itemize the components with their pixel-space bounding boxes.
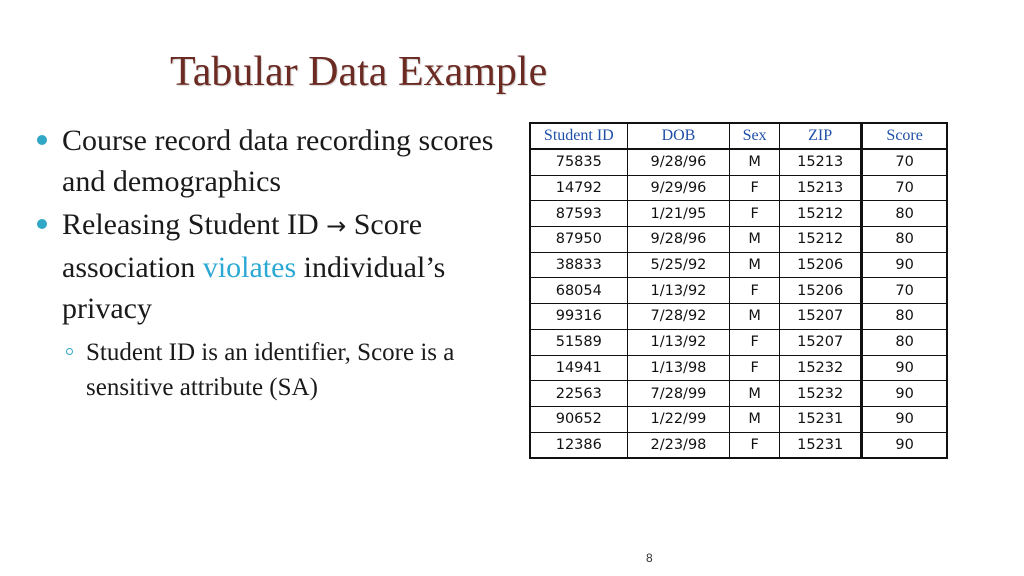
- table-cell: 80: [862, 304, 947, 330]
- bullet-text-post: Score association: [62, 208, 423, 284]
- table-row: [530, 381, 947, 407]
- table-cell: 51589: [530, 329, 627, 355]
- table-cell: 2/23/98: [627, 432, 730, 458]
- table-cell: 90: [862, 406, 947, 432]
- bullet-item: [36, 204, 506, 329]
- table-cell: F: [730, 278, 780, 304]
- table-cell: 15212: [780, 227, 862, 253]
- table-cell: 15212: [780, 201, 862, 227]
- table-cell: 9/28/96: [627, 227, 730, 253]
- bullet-dot-icon: [37, 135, 47, 145]
- table-row: [530, 432, 947, 458]
- table-cell: F: [730, 355, 780, 381]
- table-cell: M: [730, 406, 780, 432]
- column-header: ZIP: [780, 123, 862, 149]
- table-cell: 7/28/92: [627, 304, 730, 330]
- table-cell: 99316: [530, 304, 627, 330]
- table-row: [530, 252, 947, 278]
- sub-bullet-text: Student ID is an identifier, Score is a sensitive attribute (SA): [86, 339, 455, 401]
- table-cell: 87593: [530, 201, 627, 227]
- table-row: [530, 175, 947, 201]
- table-cell: 15206: [780, 278, 862, 304]
- table-body: [530, 149, 947, 458]
- table-cell: 1/21/95: [627, 201, 730, 227]
- right-arrow-icon: →: [326, 212, 347, 240]
- table-cell: 12386: [530, 432, 627, 458]
- table-cell: 70: [862, 278, 947, 304]
- table-cell: F: [730, 432, 780, 458]
- bullet-text-tail: individual’s privacy: [62, 251, 446, 325]
- table-cell: 90652: [530, 406, 627, 432]
- table-cell: 80: [862, 227, 947, 253]
- column-header: Score: [862, 123, 947, 149]
- table-cell: 1/13/92: [627, 329, 730, 355]
- table-row: [530, 149, 947, 175]
- sub-bullet-ring-icon: [66, 348, 73, 355]
- table-cell: 80: [862, 329, 947, 355]
- table-cell: 14941: [530, 355, 627, 381]
- table-cell: 90: [862, 355, 947, 381]
- table-cell: 7/28/99: [627, 381, 730, 407]
- table-cell: 15232: [780, 381, 862, 407]
- table-cell: 15213: [780, 149, 862, 175]
- table-row: [530, 278, 947, 304]
- table-row: [530, 227, 947, 253]
- table-cell: 15231: [780, 432, 862, 458]
- bullet-list: [36, 120, 506, 405]
- table-cell: 70: [862, 149, 947, 175]
- table-cell: 14792: [530, 175, 627, 201]
- table-cell: 87950: [530, 227, 627, 253]
- table-cell: 15206: [780, 252, 862, 278]
- column-header: DOB: [627, 123, 730, 149]
- table-header-row: [530, 123, 947, 149]
- data-table: [529, 122, 948, 459]
- table-cell: 1/13/98: [627, 355, 730, 381]
- bullet-accent-text: violates: [202, 251, 297, 284]
- table-row: [530, 304, 947, 330]
- table-cell: 15232: [780, 355, 862, 381]
- table-row: [530, 406, 947, 432]
- table-cell: 38833: [530, 252, 627, 278]
- table-cell: 80: [862, 201, 947, 227]
- bullet-text: Course record data recording scores and demographics: [62, 124, 494, 198]
- table-cell: M: [730, 304, 780, 330]
- page-number: 8: [646, 551, 653, 565]
- table-cell: 15213: [780, 175, 862, 201]
- table-row: [530, 329, 947, 355]
- table-row: [530, 201, 947, 227]
- table-cell: 90: [862, 432, 947, 458]
- column-header: Sex: [730, 123, 780, 149]
- table-cell: 22563: [530, 381, 627, 407]
- table-cell: 75835: [530, 149, 627, 175]
- table-cell: 9/29/96: [627, 175, 730, 201]
- table-cell: M: [730, 149, 780, 175]
- table-cell: 90: [862, 252, 947, 278]
- table-cell: 90: [862, 381, 947, 407]
- table-cell: F: [730, 201, 780, 227]
- bullet-dot-icon: [37, 219, 47, 229]
- table-cell: 5/25/92: [627, 252, 730, 278]
- table-cell: F: [730, 329, 780, 355]
- table-cell: 1/22/99: [627, 406, 730, 432]
- slide-title: Tabular Data Example: [170, 49, 548, 95]
- table-row: [530, 355, 947, 381]
- table-cell: 1/13/92: [627, 278, 730, 304]
- table-cell: 68054: [530, 278, 627, 304]
- bullet-item: [36, 120, 506, 202]
- sub-bullet-item: [36, 335, 506, 405]
- table-cell: 70: [862, 175, 947, 201]
- table-cell: F: [730, 175, 780, 201]
- bullet-text-pre: Releasing Student ID: [62, 208, 327, 241]
- table-cell: 15231: [780, 406, 862, 432]
- table-cell: M: [730, 381, 780, 407]
- table-cell: 15207: [780, 304, 862, 330]
- table-cell: 15207: [780, 329, 862, 355]
- table-cell: 9/28/96: [627, 149, 730, 175]
- column-header: Student ID: [530, 123, 627, 149]
- table-cell: M: [730, 227, 780, 253]
- table-cell: M: [730, 252, 780, 278]
